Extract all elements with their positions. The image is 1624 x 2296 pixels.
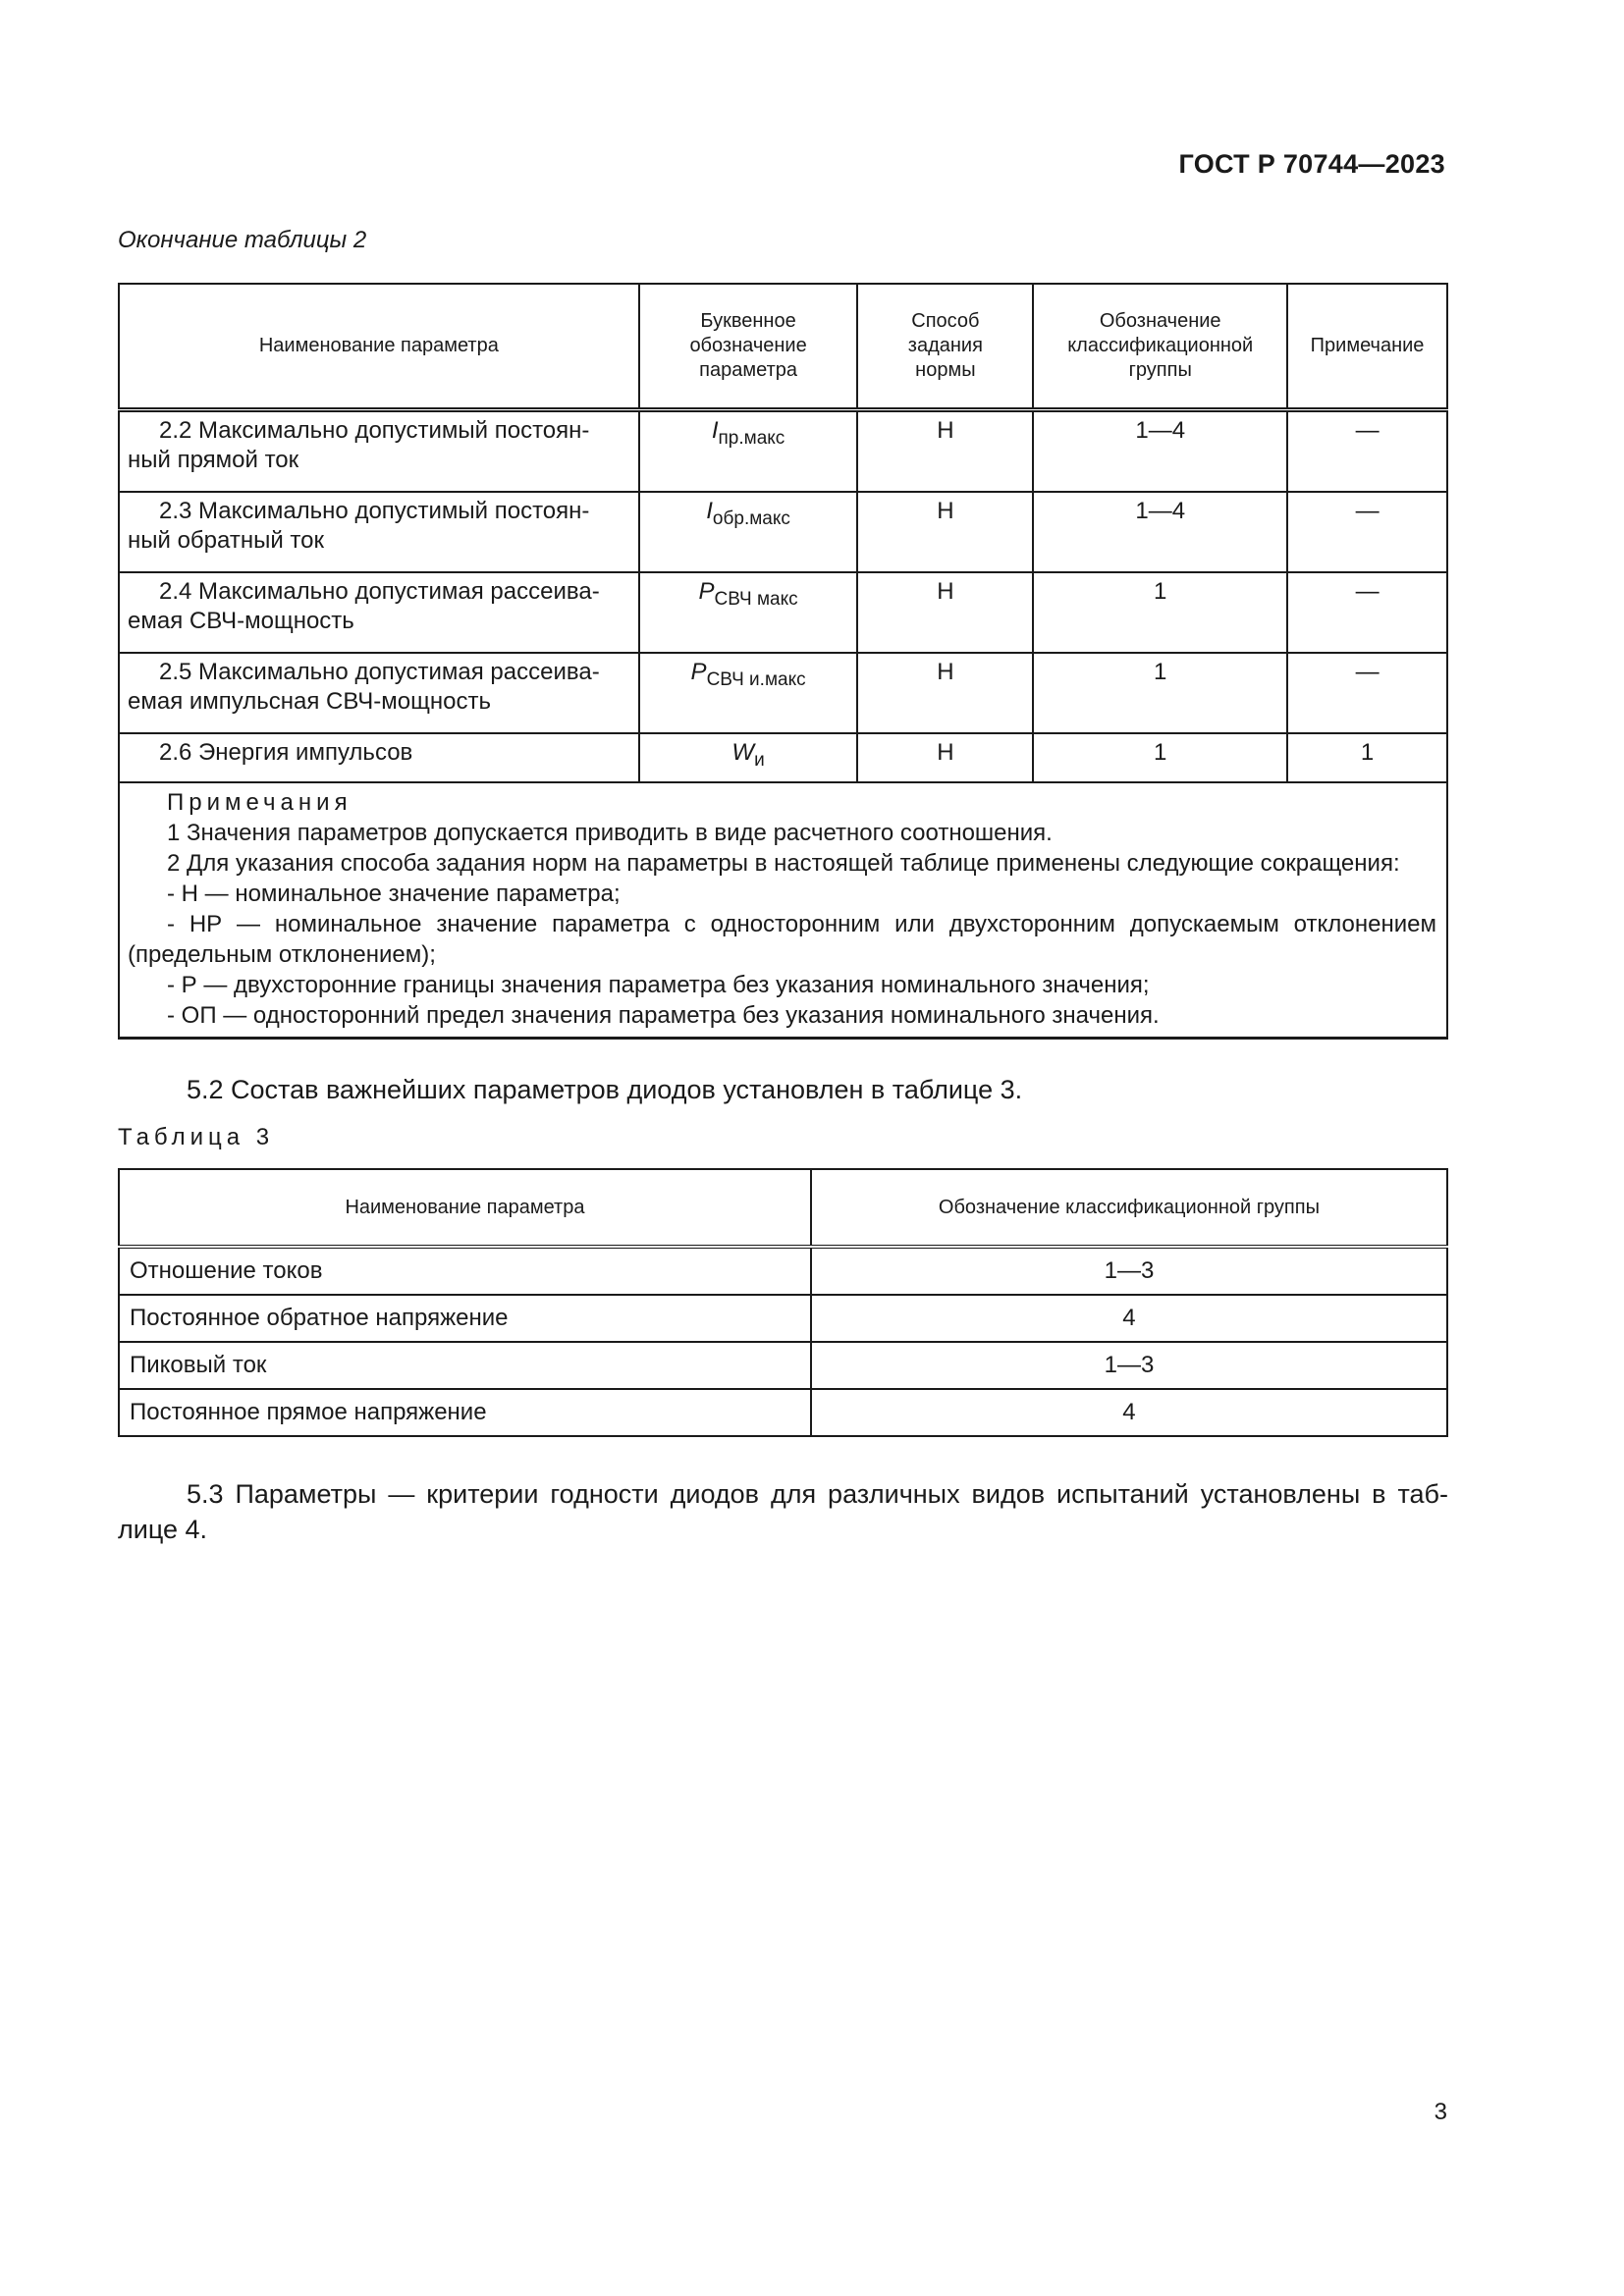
note-line: - Н — номинальное значение параметра; [167, 881, 621, 907]
note-cell: — [1287, 410, 1447, 493]
norm-method: Н [857, 410, 1033, 493]
parameter-name: 2.5 Максимально допустимая рассеива- емая импульсная СВЧ-мощность [119, 653, 639, 733]
note-line: 2 Для указания способа задания норм на параметры в настоящей таблице применены следующие сокращения: [167, 850, 1400, 877]
table-row [119, 492, 1447, 572]
norm-method: Н [857, 492, 1033, 572]
column-header: Наименование параметра [119, 1169, 811, 1247]
column-header: Обозначение классификационной группы [1033, 284, 1287, 410]
table-header-row [119, 284, 1447, 410]
paragraph-5-2: 5.2 Состав важнейших параметров диодов установлен в таблице 3. [187, 1075, 1023, 1104]
table-row [119, 1295, 1447, 1342]
note-cell: — [1287, 492, 1447, 572]
classification-group: 1 [1033, 653, 1287, 733]
parameter-name: 2.3 Максимально допустимый постоян- ный обратный ток [119, 492, 639, 572]
table-2 [118, 283, 1448, 1040]
parameter-symbol: $P_{СВЧ и.макс}$ [639, 653, 858, 733]
classification-group: 1—4 [1033, 492, 1287, 572]
document-designation: ГОСТ Р 70744—2023 [1178, 149, 1445, 179]
note-line: 1 Значения параметров допускается приводить в виде расчетного соотношения. [167, 820, 1053, 846]
table-row [119, 1247, 1447, 1295]
note-line: - ОП — односторонний предел значения параметра без указания номинального значения. [167, 1002, 1160, 1029]
parameter-name: 2.6 Энергия импульсов [119, 733, 639, 782]
parameter-symbol: $I_{пр.макс}$ [639, 410, 858, 493]
classification-group: 1 [1033, 572, 1287, 653]
parameter-name: 2.4 Максимально допустимая рассеива- емая СВЧ-мощность [119, 572, 639, 653]
table-3 [118, 1168, 1448, 1437]
norm-method: Н [857, 572, 1033, 653]
norm-method: Н [857, 733, 1033, 782]
notes-row [119, 782, 1447, 1039]
parameter-name: 2.2 Максимально допустимый постоян- ный прямой ток [119, 410, 639, 493]
parameter-name: Пиковый ток [119, 1342, 811, 1389]
parameter-symbol: $I_{обр.макс}$ [639, 492, 858, 572]
note-line: - НР — номинальное значение параметра с односторонним или двухсторонним допускаемым отклонением (предельным отклонением); [128, 911, 1436, 968]
column-header: Обозначение классификационной группы [811, 1169, 1447, 1247]
parameter-name: Постоянное прямое напряжение [119, 1389, 811, 1436]
classification-group: 1—3 [811, 1342, 1447, 1389]
notes-heading: Примечания [167, 789, 352, 816]
table-3-caption: Таблица 3 [118, 1124, 275, 1150]
paragraph-5-3: 5.3 Параметры — критерии годности диодов для различных видов испытаний установлены в таб- лице 4. [118, 1479, 1448, 1544]
table-notes [119, 782, 1447, 1039]
classification-group: 1 [1033, 733, 1287, 782]
note-line: - Р — двухсторонние границы значения параметра без указания номинального значения; [167, 972, 1150, 998]
parameter-name: Постоянное обратное напряжение [119, 1295, 811, 1342]
table-row [119, 653, 1447, 733]
table-continuation-label: Окончание таблицы 2 [118, 227, 367, 253]
note-cell: 1 [1287, 733, 1447, 782]
parameter-name: Отношение токов [119, 1247, 811, 1295]
table-row [119, 733, 1447, 782]
table-row [119, 572, 1447, 653]
note-cell: — [1287, 572, 1447, 653]
classification-group: 4 [811, 1295, 1447, 1342]
parameter-symbol: $W_и$ [639, 733, 858, 782]
classification-group: 1—3 [811, 1247, 1447, 1295]
column-header: Примечание [1287, 284, 1447, 410]
classification-group: 1—4 [1033, 410, 1287, 493]
table-row [119, 1389, 1447, 1436]
column-header: Буквенное обозначение параметра [639, 284, 858, 410]
parameter-symbol: $P_{СВЧ макс}$ [639, 572, 858, 653]
page-number: 3 [1434, 2099, 1447, 2125]
table-row [119, 410, 1447, 493]
column-header: Наименование параметра [119, 284, 639, 410]
classification-group: 4 [811, 1389, 1447, 1436]
table-header-row [119, 1169, 1447, 1247]
column-header: Способ задания нормы [857, 284, 1033, 410]
table-row [119, 1342, 1447, 1389]
norm-method: Н [857, 653, 1033, 733]
note-cell: — [1287, 653, 1447, 733]
